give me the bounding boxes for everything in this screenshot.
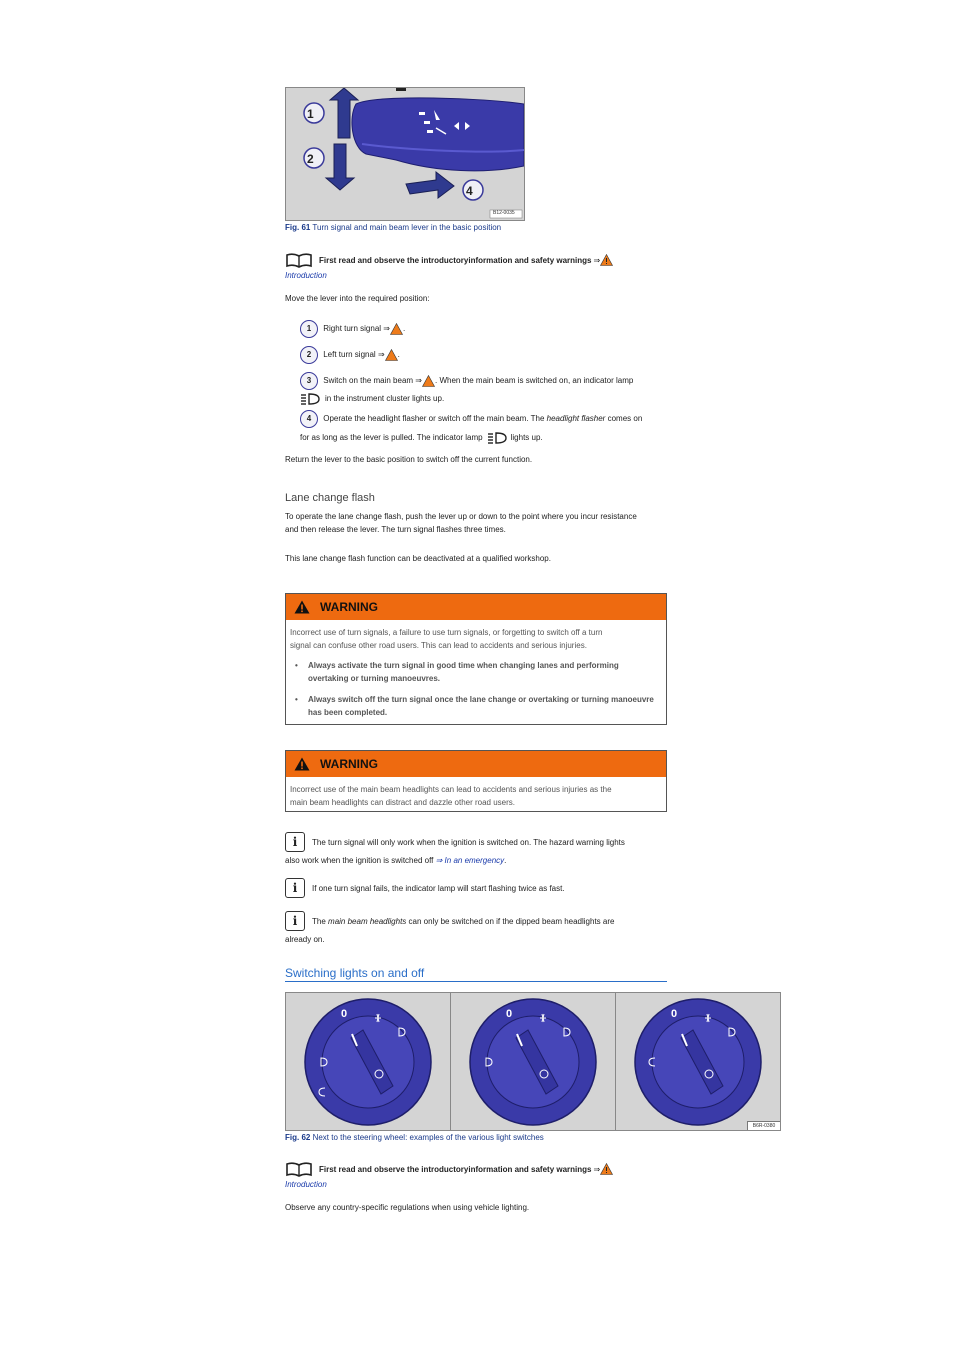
lane-paragraph-1 [285, 510, 637, 536]
warning-title-1: WARNING [320, 600, 378, 614]
position-2 [300, 346, 400, 364]
warning1-intro-a: Incorrect use of turn signals, a failure to use turn signals, or forgetting to switch off a turn [290, 628, 603, 637]
switch1-zero: 0 [341, 1008, 348, 1020]
note1-b: also work when the ignition is switched off [285, 856, 434, 865]
final-text: Observe any country-specific regulations when using vehicle lighting. [285, 1203, 530, 1212]
intro1-text: First read and observe the introductoryinformation and safety warnings [319, 255, 592, 265]
warning1-bullet-1 [290, 659, 662, 685]
warning2-b: main beam headlights can distract and dazzle other road users. [290, 798, 516, 807]
note-3 [285, 911, 665, 946]
note1-link[interactable]: In an emergency [444, 856, 505, 865]
light-switch-1 [301, 998, 435, 1126]
intro2-arrow: ⇒ [593, 1164, 601, 1174]
position-line2b-4: lights up. [510, 433, 543, 442]
position-4 [300, 410, 680, 444]
note3-a2: can only be switched on if the dipped beam headlights are [408, 916, 615, 926]
main-beam-indicator-icon [487, 432, 507, 444]
return-text: Return the lever to the basic position to switch off the current function. [285, 455, 533, 464]
move-text: Move the lever into the required position: [285, 294, 430, 303]
warning-header-1 [286, 594, 666, 620]
warning1-intro-b: signal can confuse other road users. This can lead to accidents and serious injuries. [290, 641, 587, 650]
position-line2a-4: for as long as the lever is pulled. The indicator lamp [300, 433, 483, 442]
arrow-3: ⇒ [415, 376, 422, 386]
position-tail-1: . [402, 324, 406, 334]
fig62-image [285, 992, 781, 1131]
warning-box-1 [285, 593, 667, 725]
section-heading [285, 966, 667, 982]
lane-p1b: and then release the lever. The turn signal flashes three times. [285, 525, 506, 534]
warning-title-2: WARNING [320, 757, 378, 771]
position-1 [300, 320, 405, 338]
fig62-caption [285, 1133, 544, 1142]
note3-ital: main beam headlights [328, 916, 407, 926]
warning-box-2 [285, 750, 667, 812]
arrow-1: ⇒ [383, 324, 390, 334]
section-title: Switching lights on and off [285, 966, 425, 980]
position-line2-3: in the instrument cluster lights up. [325, 394, 445, 403]
note-2 [285, 878, 665, 898]
warning1-bullet-1a: • Always activate the turn signal in good time when changing lanes and performing [308, 661, 619, 670]
position-num-3: 3 [300, 372, 318, 390]
warning-triangle-icon [294, 757, 310, 771]
note-1 [285, 832, 665, 867]
note1-a: The turn signal will only work when the ignition is switched on. The hazard warning lights [312, 837, 625, 847]
note1-tail: . [504, 856, 507, 865]
book-icon [285, 1161, 313, 1177]
note2-a: If one turn signal fails, the indicator lamp will start flashing twice as fast. [312, 883, 565, 893]
intro2-text: First read and observe the introductoryinformation and safety warnings [319, 1164, 592, 1174]
intro1-arrow: ⇒ [593, 255, 601, 265]
fig61-code: B12-0035 [493, 210, 515, 216]
warning1-bullet-2b: has been completed. [308, 708, 388, 717]
turn-signal-lever-illustration [286, 88, 524, 220]
fig61-caption [285, 223, 501, 232]
fig61-caption-num: Fig. 61 [285, 223, 311, 232]
main-beam-indicator-icon [300, 393, 320, 405]
intro1-link[interactable]: Introduction [285, 271, 327, 280]
note3-line1 [312, 915, 614, 928]
note3-b: already on. [285, 935, 325, 944]
position-text-4: Operate the headlight flasher or switch off the main beam. The [323, 414, 545, 424]
warning1-bullet-1b: overtaking or turning manoeuvres. [308, 674, 441, 683]
warning-triangle-icon [600, 254, 613, 266]
warning2-a: Incorrect use of the main beam headlights can lead to accidents and serious injuries as the [290, 785, 612, 794]
fig61-badge-1: 1 [307, 107, 314, 121]
warning1-bullet-2 [290, 693, 662, 719]
position-3 [300, 372, 670, 405]
position-num-1: 1 [300, 320, 318, 338]
intro-block-2 [285, 1161, 665, 1191]
fig62-caption-text: Next to the steering wheel: examples of the various light switches [312, 1133, 544, 1142]
switch2-zero: 0 [506, 1008, 513, 1020]
fig62-caption-num: Fig. 62 [285, 1133, 311, 1142]
intro-block-1 [285, 252, 665, 282]
position-tail-4: comes on [607, 414, 643, 424]
warning1-bullet-2a: • Always switch off the turn signal once the lane change or overtaking or turning manoeuvre [308, 695, 654, 704]
position-text-3: Switch on the main beam [323, 376, 414, 386]
position-text-1: Right turn signal [323, 324, 382, 334]
book-icon [285, 252, 313, 268]
position-tail-2: . [397, 350, 400, 360]
fig62-code: B6R-0380 [747, 1121, 781, 1131]
fig61-badge-2: 2 [307, 152, 314, 166]
warning-body-1 [286, 620, 666, 725]
position-ital-4: headlight flasher [546, 414, 606, 424]
note3-a1: The [312, 916, 326, 926]
position-num-2: 2 [300, 346, 318, 364]
warning-triangle-icon [422, 375, 435, 387]
warning-triangle-icon [385, 349, 398, 361]
warning-header-2 [286, 751, 666, 777]
fig61-image [285, 87, 525, 221]
info-icon: i [285, 832, 305, 852]
switch3-zero: 0 [671, 1008, 678, 1020]
warning-triangle-icon [390, 323, 406, 335]
position-num-4: 4 [300, 410, 318, 428]
arrow-2: ⇒ [377, 350, 385, 360]
lane-heading: Lane change flash [285, 492, 375, 504]
note1-arrow: ⇒ [435, 856, 443, 865]
warning-triangle-icon [600, 1163, 613, 1175]
lane-paragraph-2: This lane change flash function can be deactivated at a qualified workshop. [285, 554, 551, 563]
lane-p1a: To operate the lane change flash, push the lever up or down to the point where you incur resistance [285, 512, 637, 521]
info-icon: i [285, 878, 305, 898]
position-text-2: Left turn signal [323, 350, 376, 360]
position-tail-3: . When the main beam is switched on, an indicator lamp [435, 376, 634, 386]
warning-body-2 [286, 777, 666, 815]
light-switch-2 [466, 998, 600, 1126]
fig61-badge-4: 4 [466, 184, 473, 198]
info-icon: i [285, 911, 305, 931]
intro2-link[interactable]: Introduction [285, 1180, 327, 1189]
warning-triangle-icon [294, 600, 310, 614]
fig61-caption-text: Turn signal and main beam lever in the basic position [312, 223, 502, 232]
light-switch-3 [631, 998, 765, 1126]
